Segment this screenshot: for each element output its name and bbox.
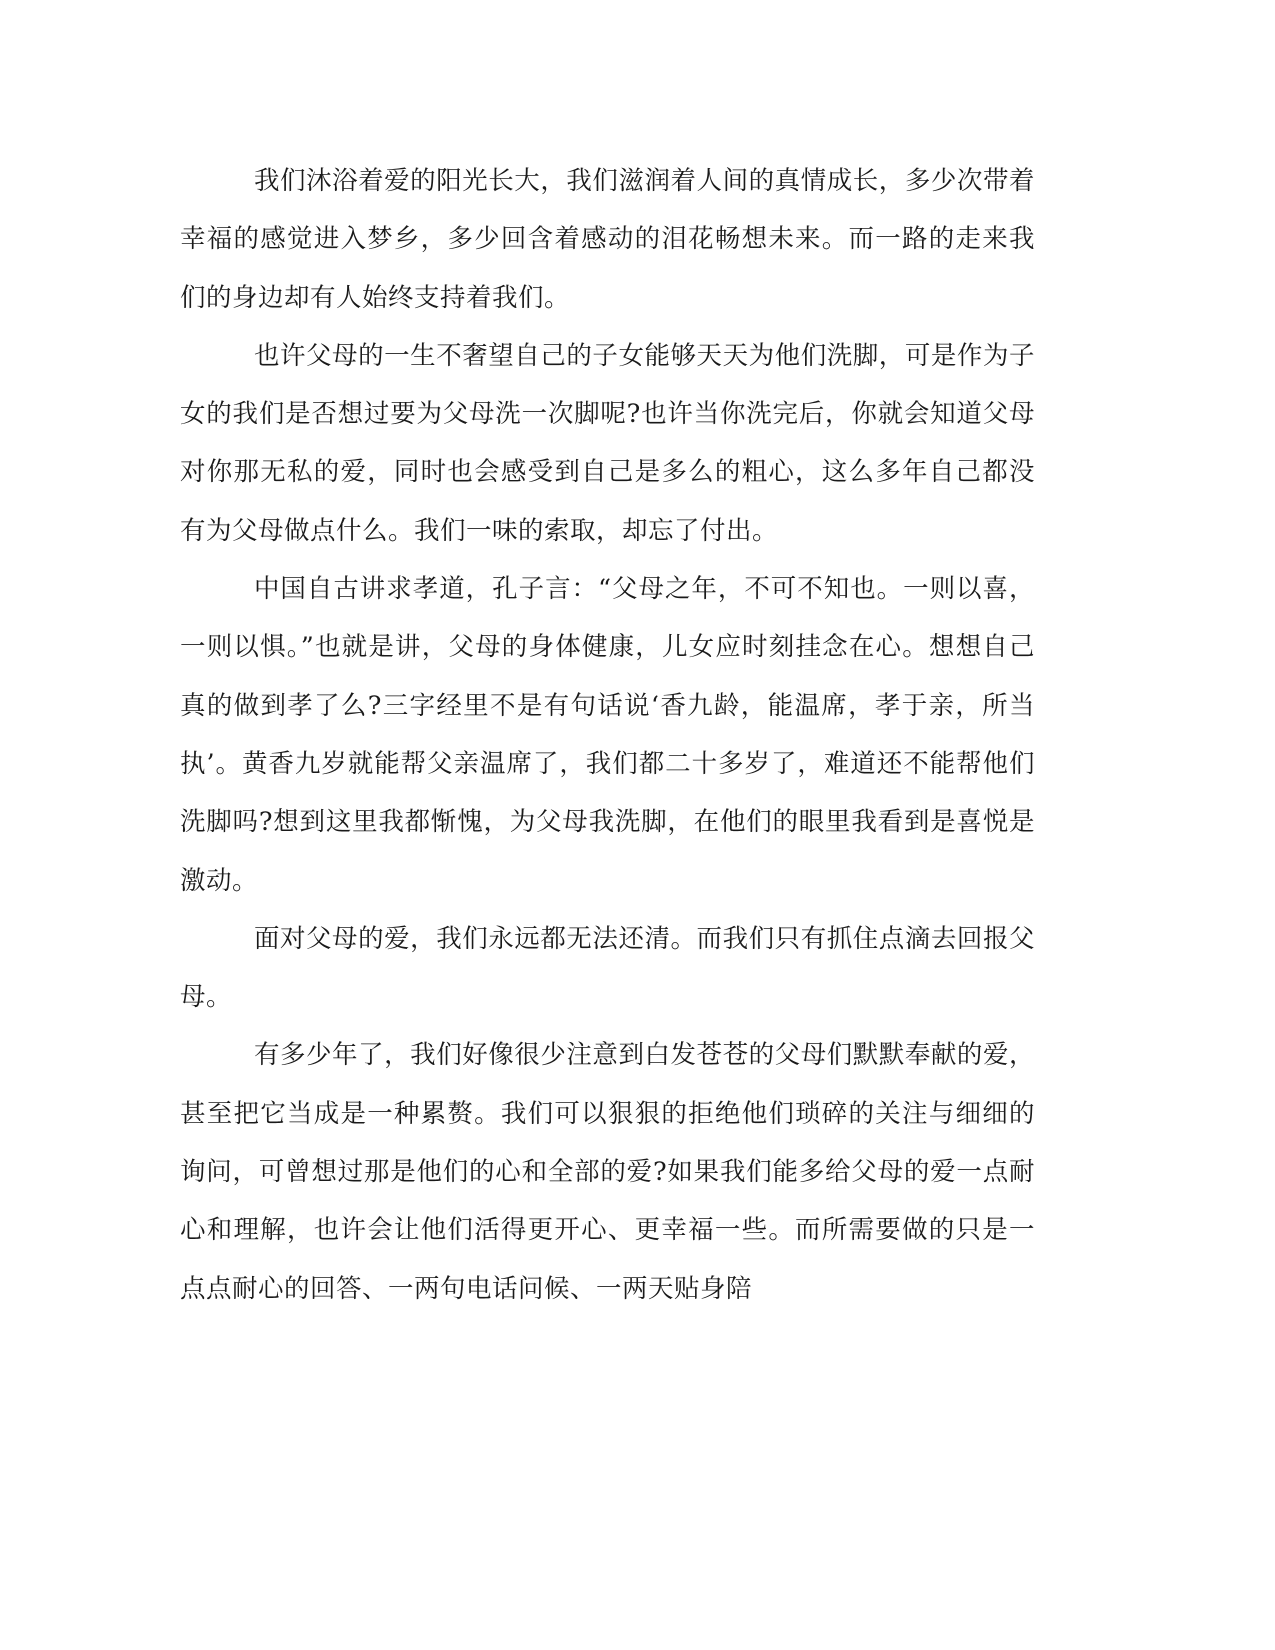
document-body <box>180 152 1035 1318</box>
paragraph-2: 也许父母的一生不奢望自己的子女能够天天为他们洗脚，可是作为子女的我们是否想过要为父母洗一次脚呢?也许当你洗完后，你就会知道父母对你那无私的爱，同时也会感受到自己是多么的粗心，这么多年自己都没有为父母做点什么。我们一味的索取，却忘了付出。 <box>180 340 1035 546</box>
paragraph-4: 面对父母的爱，我们永远都无法还清。而我们只有抓住点滴去回报父母。 <box>180 923 1035 1013</box>
paragraph-1: 我们沐浴着爱的阳光长大，我们滋润着人间的真情成长，多少次带着幸福的感觉进入梦乡，多少回含着感动的泪花畅想未来。而一路的走来我们的身边却有人始终支持着我们。 <box>180 166 1035 313</box>
paragraph-3: 中国自古讲求孝道，孔子言：“父母之年，不可不知也。一则以喜，一则以惧。”也就是讲，父母的身体健康，儿女应时刻挂念在心。想想自己真的做到孝了么?三字经里不是有句话说‘香九龄，能温席，孝于亲，所当执’。黄香九岁就能帮父亲温席了，我们都二十多岁了，难道还不能帮他们洗脚吗?想到这里我都惭愧，为父母我洗脚，在他们的眼里我看到是喜悦是激动。 <box>180 574 1035 896</box>
paragraph-5: 有多少年了，我们好像很少注意到白发苍苍的父母们默默奉献的爱，甚至把它当成是一种累赘。我们可以狠狠的拒绝他们琐碎的关注与细细的询问，可曾想过那是他们的心和全部的爱?如果我们能多给父母的爱一点耐心和理解，也许会让他们活得更开心、更幸福一些。而所需要做的只是一点点耐心的回答、一两句电话问候、一两天贴身陪 <box>180 1040 1035 1304</box>
